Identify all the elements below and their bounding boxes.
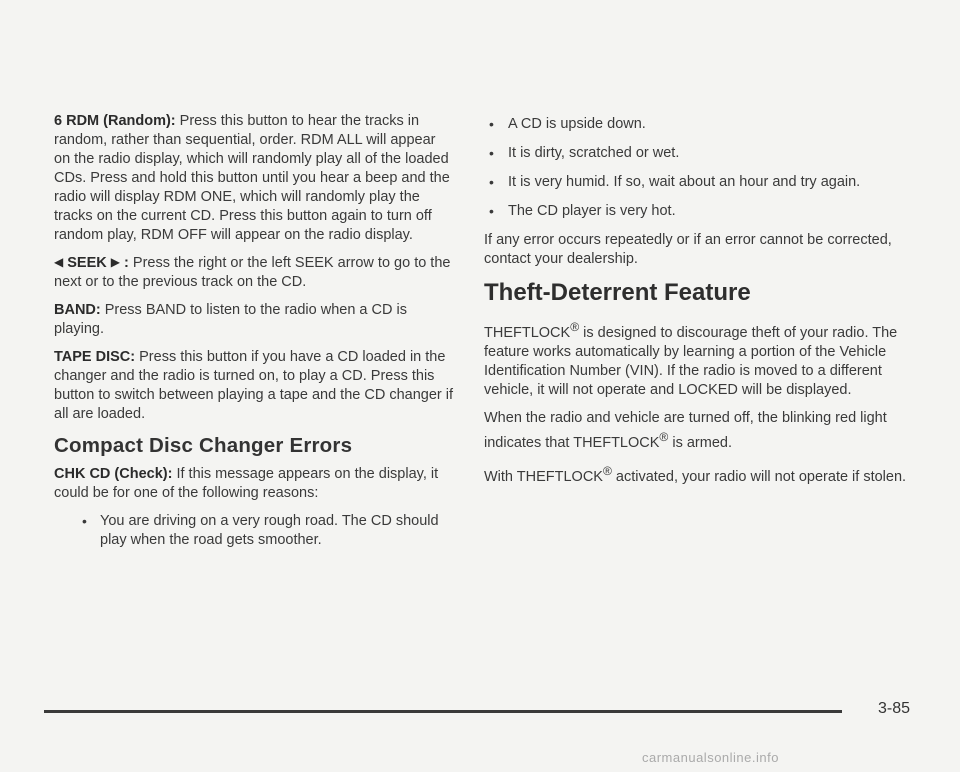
right-column <box>484 115 920 495</box>
band-term: BAND: <box>54 302 101 318</box>
registered-mark: ® <box>570 320 580 334</box>
list-item: • You are driving on a very rough road. The CD should play when the road gets smoother. <box>82 513 439 548</box>
rdm-term: 6 RDM (Random): <box>54 113 176 129</box>
bullet-icon: • <box>489 116 494 132</box>
compact-disc-errors-heading: Compact Disc Changer Errors <box>54 434 353 457</box>
left-column <box>54 112 454 560</box>
theftlock-paragraph-2: When the radio and vehicle are turned off, the blinking red light indicates that THEFTLOCK® is armed. <box>484 409 887 451</box>
rdm-paragraph <box>54 112 454 245</box>
list-item: • A CD is upside down. <box>489 116 646 132</box>
theft-deterrent-heading: Theft-Deterrent Feature <box>484 279 751 306</box>
seek-right-arrow-icon: ▶ <box>110 255 121 269</box>
chk-term: CHK CD (Check): <box>54 466 173 482</box>
chk-text: If this message appears on the display, it could be for one of the following reasons: <box>54 466 439 501</box>
tape-term: TAPE DISC: <box>54 349 136 365</box>
error-note: If any error occurs repeatedly or if an error cannot be corrected, contact your dealership. <box>484 232 892 267</box>
left-bullet-list <box>54 512 454 550</box>
seek-term: SEEK <box>67 255 107 271</box>
tape-text: Press this button if you have a CD loaded in the changer and the radio is turned on, to play a CD. Press this button to switch between playing a tape and the CD changer if all are loaded. <box>54 349 454 422</box>
registered-mark: ® <box>659 429 669 444</box>
chk-paragraph <box>54 465 454 503</box>
band-paragraph <box>54 301 454 339</box>
rdm-text: Press this button to hear the tracks in random, rather than sequential, order. RDM ALL will appear on the radio display, which will randomly play all of the loaded CDs. Press and hold this button until you hear a beep and the radio will display RDM ONE, which will randomly play the tracks on the current CD. Press this button again to turn off random play, RDM OFF will appear on the radio display. <box>54 113 450 243</box>
list-item: • The CD player is very hot. <box>489 203 676 219</box>
seek-left-arrow-icon: ◀ <box>54 255 64 269</box>
seek-colon: : <box>120 255 129 271</box>
right-bullet-list <box>484 115 920 221</box>
watermark: carmanualsonline.info <box>642 750 779 765</box>
registered-mark: ® <box>602 463 612 478</box>
page-number: 3-85 <box>878 700 911 717</box>
seek-text: Press the right or the left SEEK arrow to go to the next or to the previous track on the CD. <box>54 255 451 290</box>
bullet-icon: • <box>489 145 494 161</box>
list-item: • It is dirty, scratched or wet. <box>489 145 680 161</box>
footer-rule <box>44 710 842 713</box>
bullet-icon: • <box>489 203 494 219</box>
list-item: • It is very humid. If so, wait about an hour and try again. <box>489 174 861 190</box>
bullet-icon: • <box>82 513 87 529</box>
theftlock-paragraph-3: With THEFTLOCK® activated, your radio will not operate if stolen. <box>484 463 907 485</box>
seek-paragraph <box>54 254 454 292</box>
bullet-icon: • <box>489 174 494 190</box>
theftlock-paragraph-1: THEFTLOCK® is designed to discourage theft of your radio. The feature works automatically by learning a portion of the Vehicle Identification Number (VIN). If the radio is moved to a different vehicle, it will not operate and LOCKED will be displayed. <box>484 320 898 398</box>
tape-paragraph <box>54 348 454 424</box>
band-text: Press BAND to listen to the radio when a CD is playing. <box>54 302 407 337</box>
